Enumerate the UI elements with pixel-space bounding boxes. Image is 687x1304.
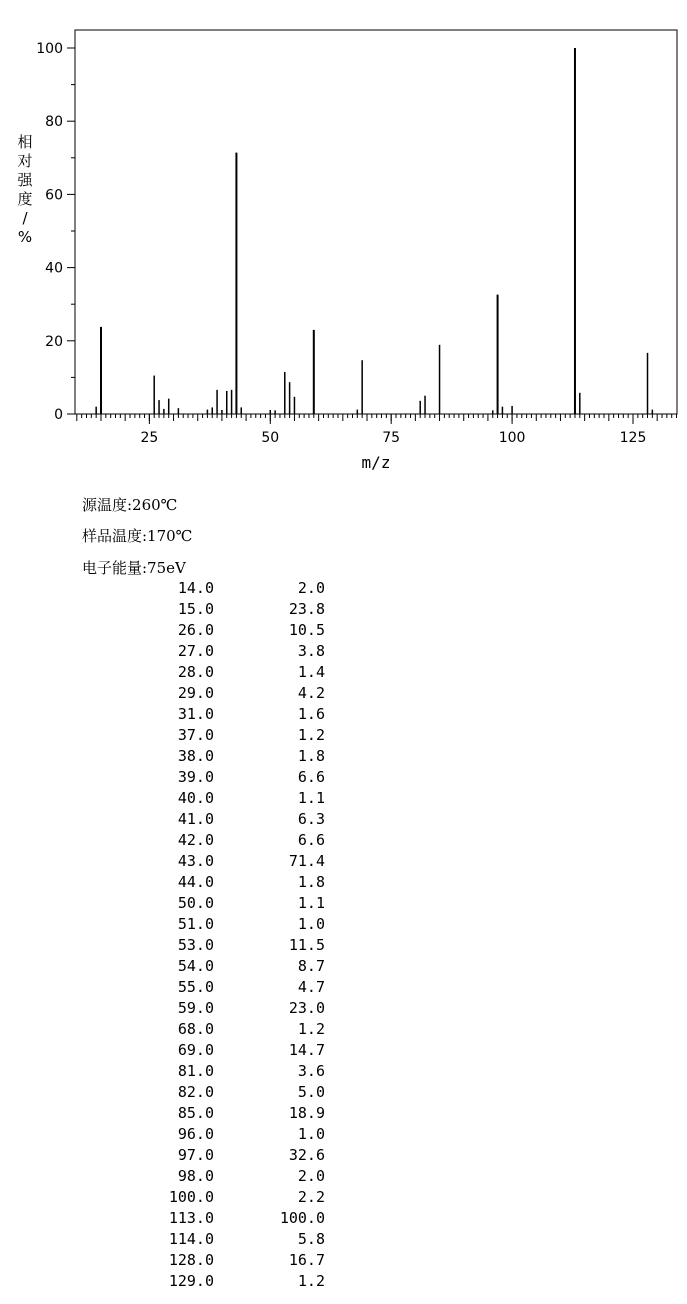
table-row (140, 746, 340, 767)
x-axis-label: m/z (361, 453, 391, 472)
table-row (140, 1250, 340, 1271)
x-tick-label: 100 (498, 430, 526, 446)
mz-value: 97.0 (177, 1146, 214, 1164)
table-row (140, 956, 340, 977)
mz-value: 14.0 (177, 579, 214, 597)
intensity-value: 6.6 (297, 831, 325, 849)
y-tick-label: 0 (54, 407, 63, 423)
table-row (140, 704, 340, 725)
x-tick-label: 75 (382, 430, 401, 446)
x-tick-label: 50 (261, 430, 280, 446)
intensity-value: 3.6 (297, 1062, 325, 1080)
intensity-value: 2.0 (297, 1167, 325, 1185)
y-tick-label: 100 (36, 41, 63, 57)
mz-value: 15.0 (177, 600, 214, 618)
mz-value: 59.0 (177, 999, 214, 1017)
table-row (140, 1103, 340, 1124)
mz-value: 29.0 (177, 684, 214, 702)
mz-value: 38.0 (177, 747, 214, 765)
mz-value: 100.0 (168, 1188, 214, 1206)
y-tick-label: 40 (45, 260, 63, 277)
table-row (140, 914, 340, 935)
mz-value: 26.0 (177, 621, 214, 639)
mz-value: 31.0 (177, 705, 214, 723)
mz-value: 53.0 (177, 936, 214, 954)
sample-temperature: 样品温度:170℃ (82, 527, 193, 545)
mz-value: 54.0 (177, 957, 214, 975)
mz-value: 28.0 (177, 663, 214, 681)
mz-value: 68.0 (177, 1020, 214, 1038)
x-minor-ticks (77, 414, 677, 421)
table-row (140, 767, 340, 788)
y-tick-label: 20 (45, 333, 63, 350)
intensity-value: 6.6 (297, 768, 325, 786)
mz-value: 37.0 (177, 726, 214, 744)
table-row (140, 1082, 340, 1103)
table-row (140, 1061, 340, 1082)
intensity-value: 1.0 (297, 915, 325, 933)
mz-value: 85.0 (177, 1104, 214, 1122)
y-tick-label: 60 (45, 187, 63, 204)
intensity-value: 1.1 (297, 789, 325, 807)
table-row (140, 893, 340, 914)
intensity-value: 10.5 (288, 621, 325, 639)
mz-value: 27.0 (177, 642, 214, 660)
intensity-value: 71.4 (288, 852, 325, 870)
y-axis-label: 相对强度/ % (17, 133, 33, 246)
mz-value: 50.0 (177, 894, 214, 912)
mz-value: 40.0 (177, 789, 214, 807)
x-tick-label: 125 (619, 430, 647, 446)
table-row (140, 1229, 340, 1250)
table-row (140, 788, 340, 809)
peak-table (140, 578, 340, 1292)
table-row (140, 662, 340, 683)
intensity-value: 5.0 (297, 1083, 325, 1101)
source-temperature: 源温度:260℃ (82, 496, 178, 514)
table-row (140, 935, 340, 956)
intensity-value: 1.2 (297, 1272, 325, 1290)
mz-value: 98.0 (177, 1167, 214, 1185)
table-row (140, 1040, 340, 1061)
electron-energy: 电子能量:75eV (82, 559, 186, 577)
mz-value: 42.0 (177, 831, 214, 849)
x-axis-ticks (140, 414, 646, 446)
intensity-value: 4.7 (297, 978, 325, 996)
table-row (140, 683, 340, 704)
mz-value: 43.0 (177, 852, 214, 870)
mz-value: 44.0 (177, 873, 214, 891)
intensity-value: 1.8 (297, 873, 325, 891)
table-row (140, 641, 340, 662)
plot-frame (75, 30, 677, 414)
mz-value: 129.0 (168, 1272, 214, 1290)
intensity-value: 3.8 (297, 642, 325, 660)
intensity-value: 1.2 (297, 1020, 325, 1038)
mz-value: 128.0 (168, 1251, 214, 1269)
mz-value: 82.0 (177, 1083, 214, 1101)
table-row (140, 725, 340, 746)
intensity-value: 1.2 (297, 726, 325, 744)
intensity-value: 23.8 (288, 600, 325, 618)
mz-value: 41.0 (177, 810, 214, 828)
intensity-value: 4.2 (297, 684, 325, 702)
mz-value: 113.0 (168, 1209, 214, 1227)
table-row (140, 809, 340, 830)
table-row (140, 872, 340, 893)
mz-value: 114.0 (168, 1230, 214, 1248)
intensity-value: 16.7 (288, 1251, 325, 1269)
y-axis-ticks (36, 41, 75, 423)
mz-value: 51.0 (177, 915, 214, 933)
intensity-value: 100.0 (279, 1209, 325, 1227)
mz-value: 39.0 (177, 768, 214, 786)
table-row (140, 620, 340, 641)
table-row (140, 1271, 340, 1292)
mz-value: 81.0 (177, 1062, 214, 1080)
intensity-value: 2.2 (297, 1188, 325, 1206)
x-tick-label: 25 (140, 430, 159, 446)
table-row (140, 1124, 340, 1145)
intensity-value: 1.0 (297, 1125, 325, 1143)
intensity-value: 32.6 (288, 1146, 325, 1164)
mz-value: 55.0 (177, 978, 214, 996)
intensity-value: 1.4 (297, 663, 325, 681)
intensity-value: 23.0 (288, 999, 325, 1017)
intensity-value: 1.1 (297, 894, 325, 912)
table-row (140, 1145, 340, 1166)
table-row (140, 599, 340, 620)
table-row (140, 830, 340, 851)
table-row (140, 1166, 340, 1187)
mz-value: 96.0 (177, 1125, 214, 1143)
mz-value: 69.0 (177, 1041, 214, 1059)
table-row (140, 1187, 340, 1208)
table-row (140, 578, 340, 599)
table-row (140, 1019, 340, 1040)
mass-spectrum-chart (0, 0, 687, 480)
intensity-value: 6.3 (297, 810, 325, 828)
table-row (140, 977, 340, 998)
spectrum-bars (96, 48, 652, 414)
intensity-value: 1.6 (297, 705, 325, 723)
table-row (140, 998, 340, 1019)
intensity-value: 8.7 (297, 957, 325, 975)
intensity-value: 11.5 (288, 936, 325, 954)
intensity-value: 18.9 (288, 1104, 325, 1122)
intensity-value: 2.0 (297, 579, 325, 597)
table-row (140, 1208, 340, 1229)
table-row (140, 851, 340, 872)
y-tick-label: 80 (45, 114, 63, 131)
intensity-value: 5.8 (297, 1230, 325, 1248)
intensity-value: 14.7 (288, 1041, 325, 1059)
intensity-value: 1.8 (297, 747, 325, 765)
